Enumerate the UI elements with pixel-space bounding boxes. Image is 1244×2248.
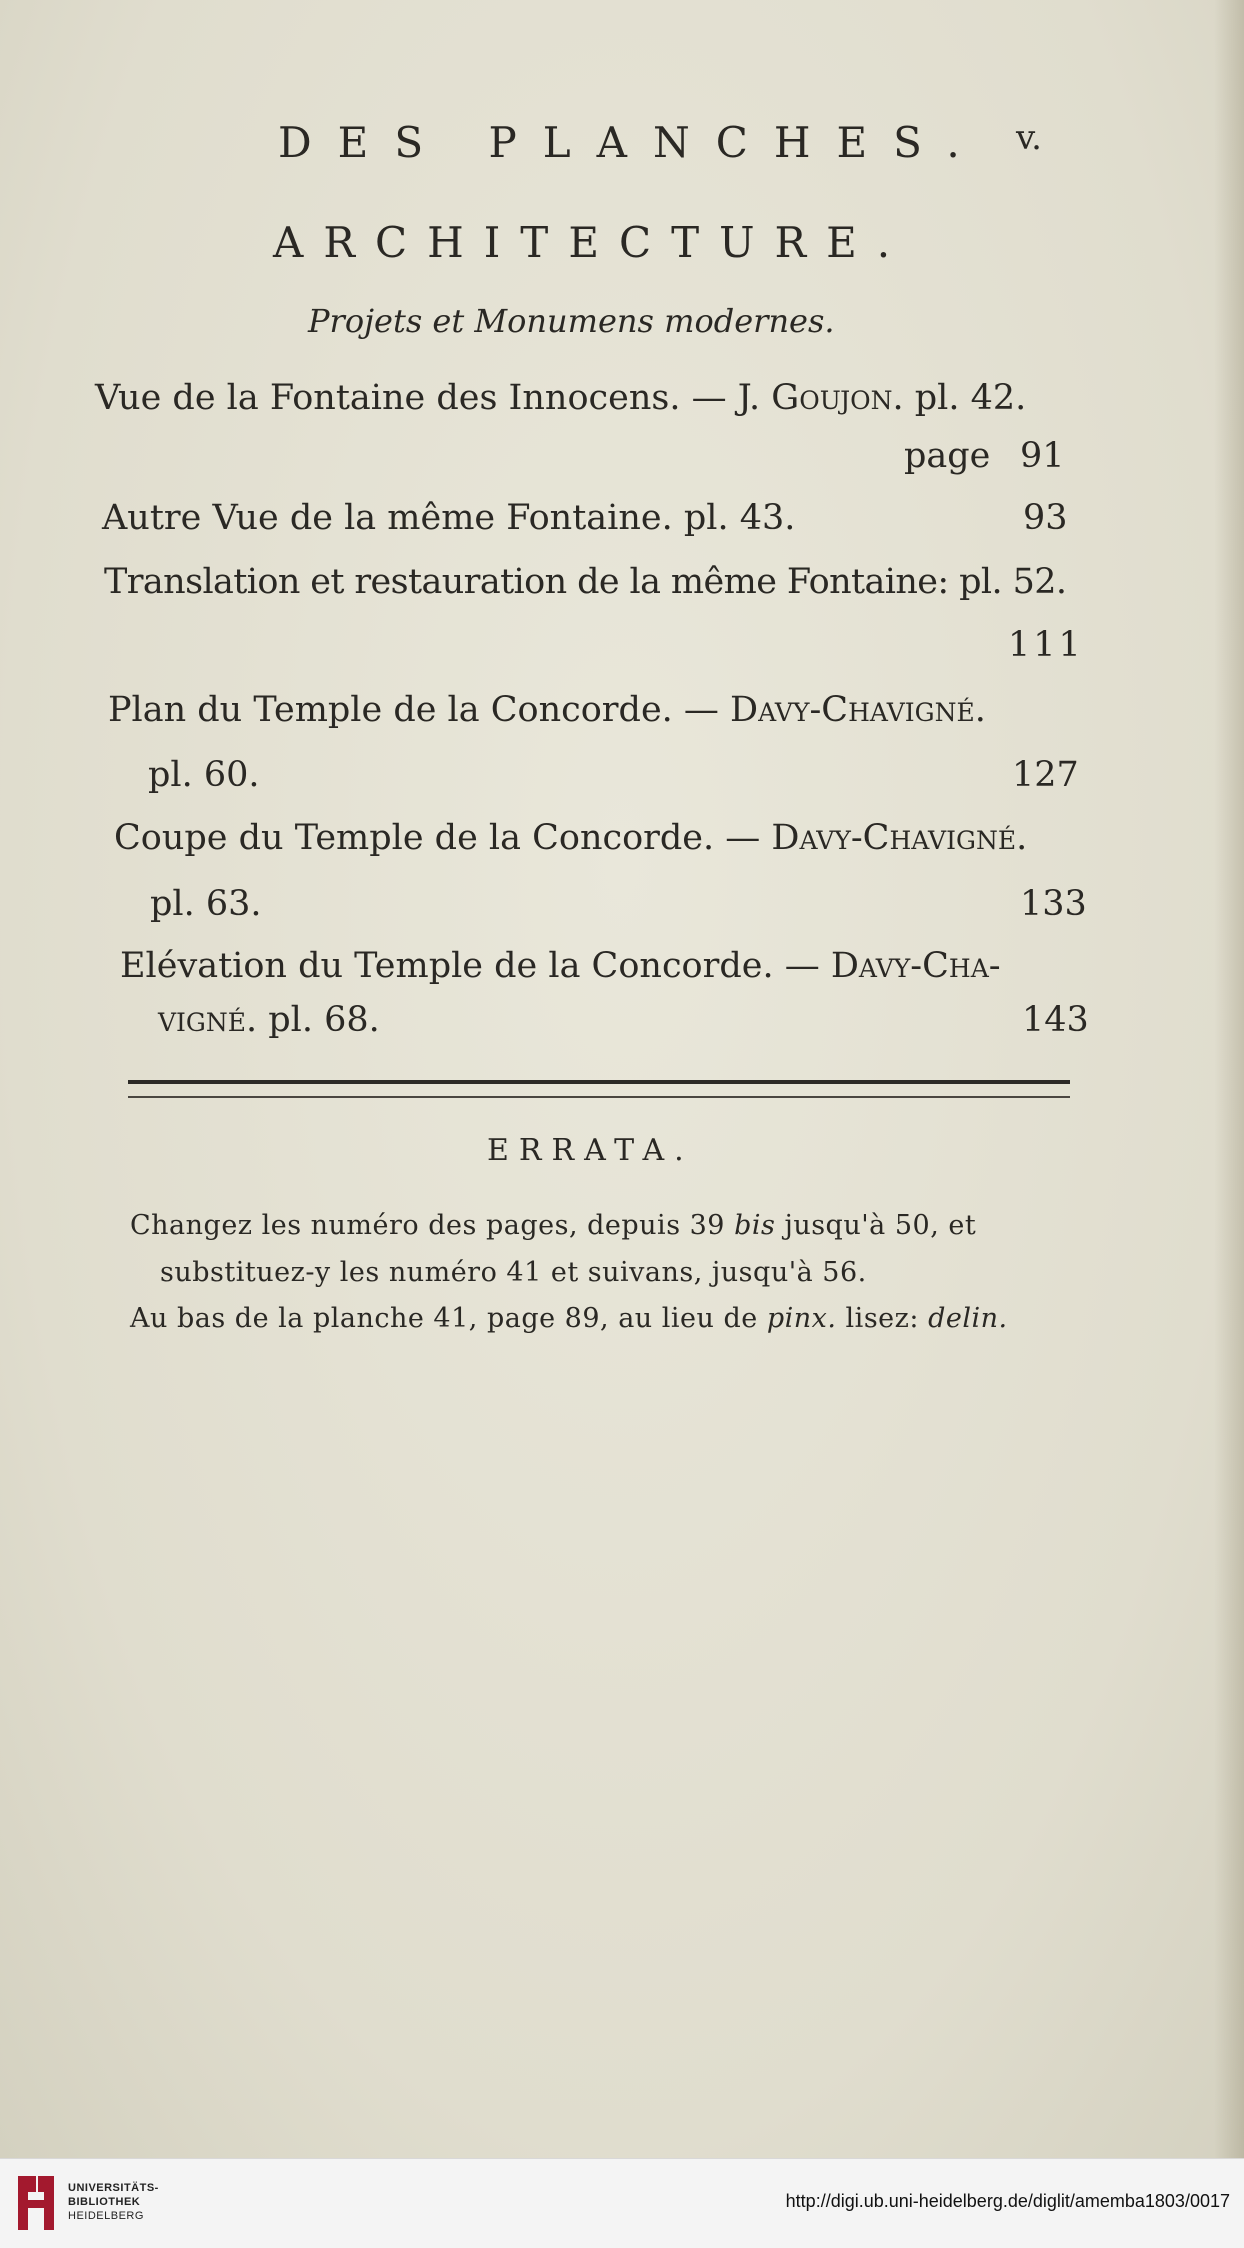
entry-author: Davy-Chavigné. bbox=[771, 818, 1028, 858]
errata-line-1: Changez les numéro des pages, depuis 39 bis jusqu'à 50, et bbox=[130, 1210, 977, 1241]
page-folio: v. bbox=[1016, 118, 1042, 158]
entry-plate: pl. 68. bbox=[257, 1000, 380, 1040]
entry-page-number: 133 bbox=[1020, 884, 1087, 924]
entry-author: J. Goujon. bbox=[737, 378, 904, 418]
entry-continuation bbox=[158, 1000, 380, 1040]
library-logo-text: UNIVERSITÄTS- BIBLIOTHEK HEIDELBERG bbox=[68, 2182, 159, 2222]
entry-autre-vue: Autre Vue de la même Fontaine. pl. 43. bbox=[102, 498, 796, 538]
entry-author: vigné. bbox=[158, 1000, 258, 1040]
entry-fontaine-innocens: Vue de la Fontaine des Innocens. — J. Goujon. pl. 42. bbox=[95, 378, 1027, 418]
entry-author: Davy-Chavigné. bbox=[730, 690, 986, 730]
library-logo-icon bbox=[14, 2172, 58, 2234]
entry-elevation-temple: Elévation du Temple de la Concorde. — Davy-Cha- bbox=[120, 946, 1001, 986]
entry-page-number: 111 bbox=[1008, 625, 1084, 665]
entry-page-number: 127 bbox=[1012, 755, 1079, 795]
entry-plan-temple: Plan du Temple de la Concorde. — Davy-Chavigné. bbox=[108, 690, 986, 730]
entry-page-number: 91 bbox=[1020, 436, 1065, 476]
permalink-url[interactable]: http://digi.ub.uni-heidelberg.de/diglit/amemba1803/0017 bbox=[785, 2191, 1230, 2211]
divider-rule-thin bbox=[128, 1096, 1070, 1098]
entry-plate: pl. 60. bbox=[148, 755, 260, 795]
entry-page-number: 143 bbox=[1022, 1000, 1089, 1040]
errata-title: ERRATA. bbox=[487, 1133, 694, 1168]
entry-coupe-temple: Coupe du Temple de la Concorde. — Davy-Chavigné. bbox=[114, 818, 1028, 858]
section-title: ARCHITECTURE. bbox=[273, 218, 911, 267]
running-header: DES PLANCHES. bbox=[278, 118, 986, 167]
entry-plate: pl. 42. bbox=[903, 378, 1027, 418]
entry-page-label: page bbox=[904, 436, 991, 476]
entry-page-number: 93 bbox=[1023, 498, 1068, 538]
entry-plate: pl. 63. bbox=[150, 884, 262, 924]
entry-author: Davy-Cha- bbox=[830, 946, 1001, 986]
viewer-footer bbox=[0, 2158, 1244, 2248]
divider-rule bbox=[128, 1080, 1070, 1084]
errata-line-2: substituez-y les numéro 41 et suivans, jusqu'à 56. bbox=[160, 1257, 867, 1288]
entry-translation: Translation et restauration de la même Fontaine: pl. 52. bbox=[104, 562, 1067, 602]
subsection-title: Projets et Monumens modernes. bbox=[308, 302, 835, 340]
errata-line-3: Au bas de la planche 41, page 89, au lieu de pinx. lisez: delin. bbox=[130, 1303, 1008, 1334]
